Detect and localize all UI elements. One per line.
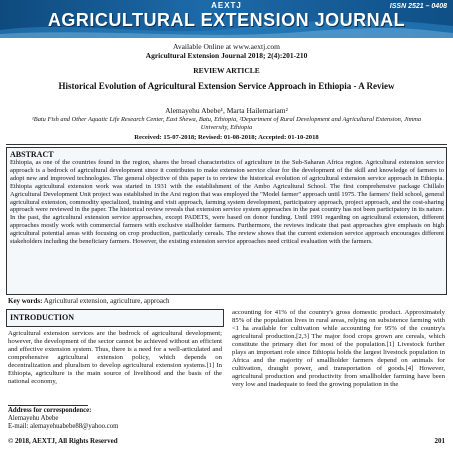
publisher-logo-text: AEXTJ [211, 1, 242, 10]
article-title: Historical Evolution of Agricultural Extension Service Approach in Ethiopia - A Review [58, 81, 395, 91]
keywords [8, 297, 170, 305]
correspondence-block [8, 407, 118, 431]
page-footer [8, 437, 445, 445]
received-dates: Received: 15-07-2018; Revised: 01-08-2018; Accepted: 01-10-2018 [134, 134, 319, 141]
copyright-notice: © 2018, AEXTJ, All Rights Reserved [8, 437, 118, 445]
correspondence-label: Address for correspondence: [8, 407, 92, 414]
introduction-right-column: accounting for 41% of the country's gross domestic product. Approximately 85% of the population lives in rural areas, relying on subsistence farming with <1 ha available for cultivation while accounting for 95% of the country's agricultural production.[2,3] The major food crops grown are cereals, which constitute the primary diet for most of the population.[1] Livestock further plays an important role since Ethiopia holds the largest livestock population in Africa and the majority of smallholder farmers depend on animals for cultivation, draught power, and transportation of goods.[4] However, agricultural production and productivity from smallholder farming have been very low and inadequate to feed the growing population in the [232, 309, 445, 388]
correspondence-email: E-mail: alemayehuabebe88@yahoo.com [8, 423, 119, 430]
author-list: Alemayehu Abebe¹, Marta Hailemariam² [165, 106, 288, 115]
article-type: REVIEW ARTICLE [193, 66, 260, 75]
correspondence-divider [8, 405, 88, 406]
journal-banner [0, 0, 453, 38]
journal-title: AGRICULTURAL EXTENSION JOURNAL [47, 10, 406, 30]
page-number: 201 [434, 437, 445, 445]
keywords-text: Agricultural extension, agriculture, approach [43, 297, 170, 305]
keywords-label: Key words: [8, 297, 43, 305]
author-affiliations: ¹Batu Fish and Other Aquatic Life Research Center, East Shewa, Batu, Ethiopia, ²Department of Rural Development and Agricultural Extension, Jimma University, Ethiopia [31, 116, 422, 131]
introduction-left-column: Agricultural extension services are the bedrock of agricultural development; however, the development of the sector cannot be achieved without an efficient and effective extension system. Thus, there is a need for a well-articulated and comprehensive agricultural extension policy, which depends on decentralization and pluralism to develop agricultural extension systems.[1] In Ethiopia, agriculture is the main source of livelihood and the basis of the national economy, [8, 330, 222, 385]
abstract-text: Ethiopia, as one of the countries found in the region, shares the broad characteristics of agriculture in the Sub-Saharan Africa region. Agricultural extension service approach is a bedrock of agricultural development since it contributes to make extension service clear for the development of the skill and knowledge of farmers to adopt new and improved technologies. The general objective of this paper is to review the historical evolution of agricultural extension service approach in Ethiopia. Ethiopia agricultural extension work was started in 1931 with the establishment of the Ambo Agricultural School. The first comprehensive package Chillalo Agricultural Development Unit project was established in the Arsi region that was employed the "Model farmer" approach until 1975. The farmers' field school, general agricultural extension, commodity specialized, training and visit approach, farming system development, participatory approach, project approach, and the cost-sharing approach were reviewed in the paper. The historical review reveals that extension service system approaches in the past country has not been participatory in its nature. In the past, the agricultural extension service approaches, except PADETS, were based on donor funding. Until 1991 regarding on agricultural extension, different approaches mostly work with commercial farmers with exclusive stallholder farmers. Furthermore, the reviews indicate that past approaches give emphasis on high agricultural potential areas with focusing on crop production, particularly cereals. The review shows that the current extension service approach encourages different stakeholders including the beneficiary farmers. However, the existing extension service approaches need critical evaluation with the farmers. [10, 159, 444, 246]
header-divider [6, 144, 447, 145]
availability-line: Available Online at www.aextj.com [172, 42, 281, 51]
correspondence-name: Alemayehu Abebe [8, 415, 59, 422]
introduction-heading: INTRODUCTION [10, 313, 75, 322]
issn-label: ISSN 2521 – 0408 [389, 3, 447, 10]
citation-line: Agricultural Extension Journal 2018; 2(4):201-210 [145, 51, 308, 60]
abstract-heading: ABSTRACT [10, 150, 54, 159]
